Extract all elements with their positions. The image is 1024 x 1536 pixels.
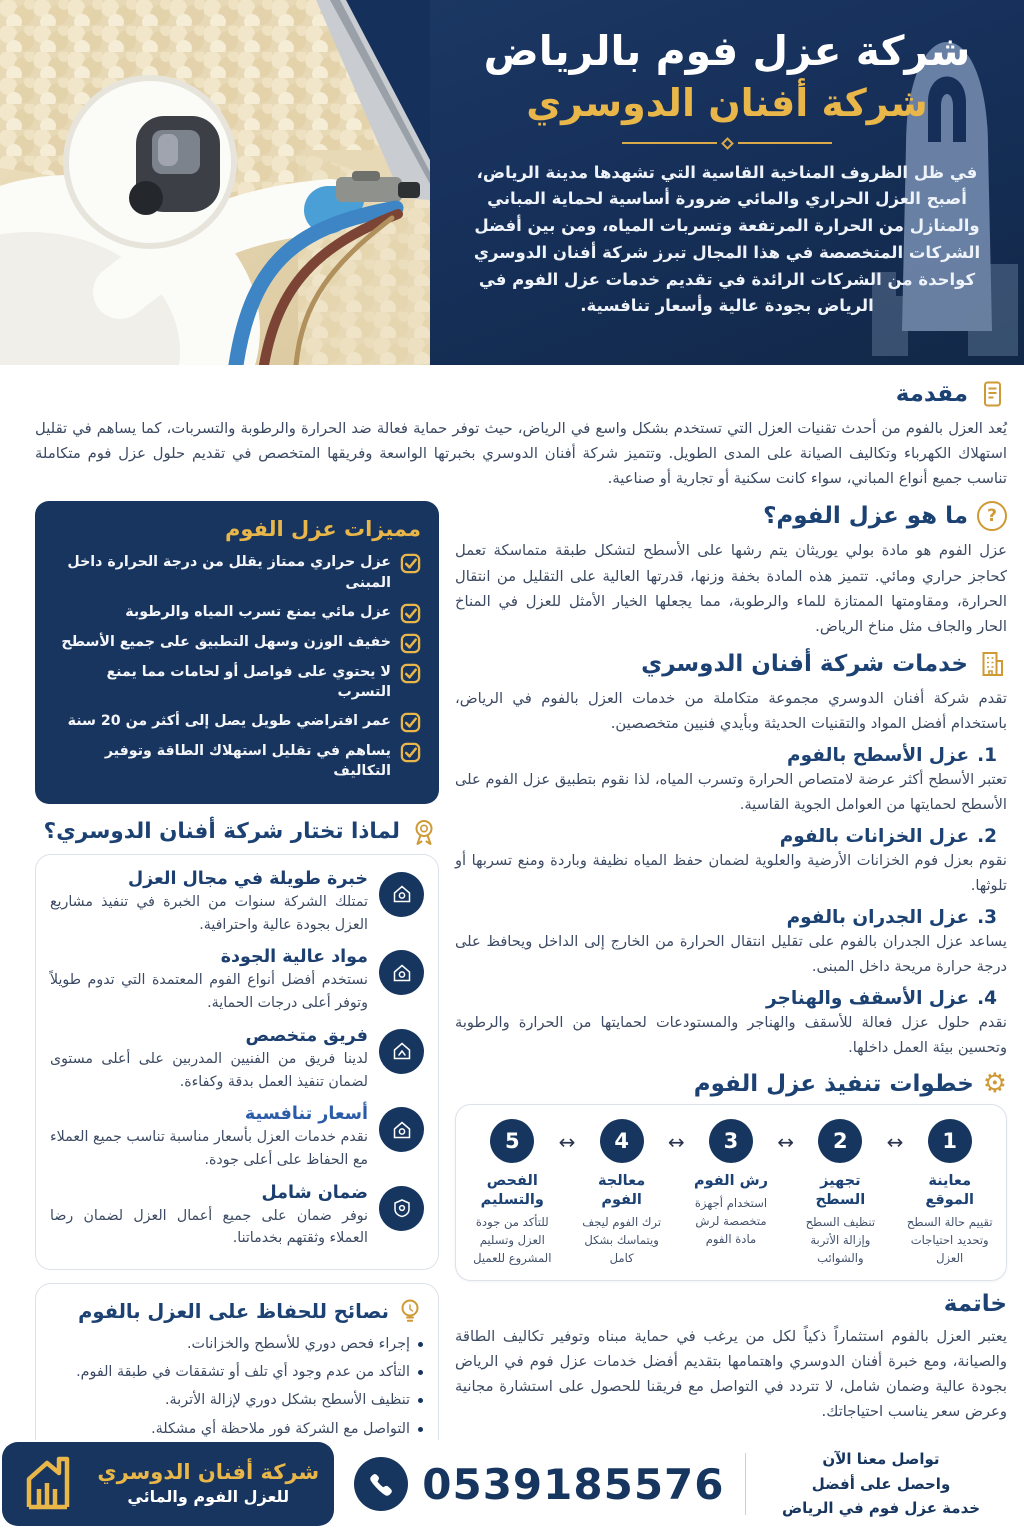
pricing-house-icon <box>379 1107 424 1152</box>
step-item: 1 معاينة الموقع تقييم حالة السطح وتحديد احتياجات العزل <box>903 1119 996 1268</box>
section-what-is-foam <box>455 501 1007 639</box>
services-title: خدمات شركة أفنان الدوسري <box>641 650 968 677</box>
bullet-dot <box>418 1398 423 1403</box>
phone-icon <box>354 1457 408 1511</box>
feature-item: عزل حراري ممتاز يقلل من درجة الحرارة داخل المبنى <box>53 552 421 593</box>
award-medal-icon <box>409 817 439 847</box>
feature-item: لا يحتوي على فواصل أو لحامات مما يمنع التسرب <box>53 662 421 703</box>
step-item: 4 معالجة الفوم ترك الفوم ليجف ويتماسك بشكل كامل <box>575 1119 668 1268</box>
hero-header <box>0 0 1024 365</box>
tip-item: التأكد من عدم وجود أي تلف أو تشققات في طبقة الفوم. <box>51 1361 423 1383</box>
lightbulb-icon <box>397 1297 423 1325</box>
service-desc: نقدم حلول عزل فعالة للأسقف والهناجر والمستودعات لحمايتها من الحرارة والرطوبة وتحسين بيئة العمل داخلها. <box>455 1014 1007 1056</box>
service-number: 1. <box>977 745 997 767</box>
check-icon <box>400 633 421 654</box>
check-icon <box>400 742 421 763</box>
check-icon <box>400 712 421 733</box>
page-title: شركة عزل فوم بالرياض <box>483 27 971 75</box>
document-list-icon <box>977 379 1007 409</box>
gold-divider <box>622 139 832 148</box>
step-number-badge: 5 <box>490 1119 534 1163</box>
experience-house-icon <box>379 872 424 917</box>
service-item <box>455 907 1007 979</box>
logo-company-name: شركة أفنان الدوسري <box>97 1460 320 1485</box>
step-item: 3 رش الفوم استخدام أجهزة متخصصة لرش مادة الفوم <box>685 1119 778 1249</box>
tip-item: إجراء فحص دوري للأسطح والخزانات. <box>51 1333 423 1355</box>
feature-item: يساهم في تقليل استهلاك الطاقة وتوفير التكاليف <box>53 741 421 782</box>
feature-item: عمر افتراضي طويل يصل إلى أكثر من 20 سنة <box>53 711 421 733</box>
hero-paragraph: في ظل الظروف المناخية القاسية التي تشهدها مدينة الرياض، أصبح العزل الحراري والمائي ضرورة أساسية لحماية المباني والمنازل من الحرارة المرتفعة وتسربات المياه، ومن بين أفضل الشركات المتخصصة في هذا المجال تبرز شركة أفنان الدوسري كواحدة من الشركات الرائدة في تقديم خدمات عزل الفوم في الرياض بجودة عالية وأسعار تنافسية. <box>473 162 981 316</box>
section-why-choose <box>35 817 439 1270</box>
gear-icon: ⚙ <box>982 1068 1007 1100</box>
service-number: 3. <box>977 907 997 929</box>
service-number: 4. <box>977 988 997 1010</box>
why-item: خبرة طويلة في مجال العزل تمتلك الشركة سنوات من الخبرة في تنفيذ مشاريع العزل بجودة عالية واحترافية. <box>50 869 424 936</box>
section-conclusion <box>455 1291 1007 1425</box>
materials-house-icon <box>379 950 424 995</box>
why-choose-card <box>35 854 439 1270</box>
steps-title: خطوات تنفيذ عزل الفوم <box>693 1070 974 1097</box>
step-item: 2 تجهيز السطح تنظيف السطح وإزالة الأتربة والشوائب <box>794 1119 887 1268</box>
why-choose-title: لماذا تختار شركة أفنان الدوسري؟ <box>43 819 400 845</box>
feature-item: عزل مائي يمنع تسرب المياه والرطوبة <box>53 602 421 624</box>
aside-column <box>35 501 439 1457</box>
tip-item: تنظيف الأسطح بشكل دوري لإزالة الأتربة. <box>51 1389 423 1411</box>
bullet-dot <box>418 1427 423 1432</box>
conclusion-title: خاتمة <box>943 1290 1007 1317</box>
phone-cta[interactable] <box>354 1457 724 1511</box>
section-steps <box>455 1070 1007 1281</box>
service-item <box>455 988 1007 1060</box>
step-number-badge: 1 <box>928 1119 972 1163</box>
step-item: 5 الفحص والتسليم للتأكد من جودة العزل وتسليم المشروع للعميل <box>466 1119 559 1268</box>
intro-paragraph: يُعد العزل بالفوم من أحدث تقنيات العزل التي تستخدم بشكل واسع في الرياض، حيث توفر حماية فعالة ضد الحرارة والرطوبة والتسربات، كما يساهم في تقليل استهلاك الكهرباء وتكاليف الصيانة على المدى الطويل. وتتميز شركة أفنان الدوسري بخبرتها الواسعة وفريقها المتخصص في تقديم حلول عزل فوم متكاملة تناسب جميع أنواع المباني، سواء كانت سكنية أو تجارية أو صناعية. <box>35 420 1007 488</box>
why-item: ضمان شامل نوفر ضمان على جميع أعمال العزل لضمان رضا العملاء وثقتهم بخدماتنا. <box>50 1183 424 1250</box>
company-logo-box <box>2 1442 334 1526</box>
feature-item: خفيف الوزن وسهل التطبيق على جميع الأسطح <box>53 632 421 654</box>
warranty-shield-icon <box>379 1186 424 1231</box>
service-item <box>455 745 1007 817</box>
service-number: 2. <box>977 826 997 848</box>
conclusion-paragraph: يعتبر العزل بالفوم استثماراً ذكياً لكل من يرغب في حماية مبناه وتوفير تكاليف الطاقة والصيانة، ومع خبرة أفنان الدوسري واهتمامها بتقديم أفضل خدمات عزل فوم في الرياض بجودة عالية وضمان شامل، لا تتردد في التواصل مع فريقنا للحصول على استشارة مجانية وعرض سعر يناسب احتياجاتك. <box>455 1327 1007 1421</box>
service-desc: تعتبر الأسطح أكثر عرضة لامتصاص الحرارة وتسرب المياه، لذا نقوم بتطبيق عزل الفوم على الأسطح لحمايتها من العوامل الجوية القاسية. <box>455 771 1007 813</box>
what-is-title: ما هو عزل الفوم؟ <box>763 503 968 530</box>
step-number-badge: 4 <box>600 1119 644 1163</box>
hero-content <box>430 0 1024 320</box>
service-title: عزل الأسقف والهناجر <box>766 988 970 1010</box>
bullet-dot <box>418 1342 423 1347</box>
check-icon <box>400 663 421 684</box>
team-house-icon <box>379 1029 424 1074</box>
service-title: عزل الأسطح بالفوم <box>787 745 970 767</box>
why-item: مواد عالية الجودة نستخدم أفضل أنواع الفوم المعتمدة التي تدوم طويلاً وتوفر أعلى درجات الحماية. <box>50 947 424 1014</box>
contact-cta-text: تواصل معنا الآن واحصل على أفضل خدمة عزل فوم في الرياض <box>781 1449 981 1518</box>
services-paragraph: تقدم شركة أفنان الدوسري مجموعة متكاملة من خدمات العزل بالفوم في الرياض، باستخدام أفضل المواد والتقنيات الحديثة وبأيدي فنيين متخصصين. <box>455 689 1007 733</box>
features-box <box>35 501 439 804</box>
footer <box>0 1440 1024 1536</box>
service-desc: يساعد عزل الجدران بالفوم على تقليل انتقال الحرارة من الخارج إلى الداخل ويحافظ على درجة حرارة مريحة داخل المبنى. <box>455 933 1007 975</box>
check-icon <box>400 553 421 574</box>
double-arrow-icon: ↔ <box>667 1130 685 1155</box>
question-mark-icon: ? <box>977 501 1007 531</box>
service-item <box>455 826 1007 898</box>
double-arrow-icon: ↔ <box>777 1130 795 1155</box>
section-services <box>455 649 1007 1060</box>
what-is-paragraph: عزل الفوم هو مادة بولي يوريثان يتم رشها على الأسطح لتشكل طبقة متماسكة تعمل كحاجز حراري ومائي. تتميز هذه المادة بخفة وزنها، قدرتها العالية على التقليل من انتقال الحرارة، ومقاومتها الممتازة للماء والرطوبة، مما يجعلها الخيار الأمثل للعزل في المناخ الحار والجاف مثل مناخ الرياض. <box>455 542 1007 635</box>
check-icon <box>400 603 421 624</box>
double-arrow-icon: ↔ <box>558 1130 576 1155</box>
tips-card <box>35 1283 439 1458</box>
step-number-badge: 2 <box>818 1119 862 1163</box>
service-title: عزل الخزانات بالفوم <box>779 826 970 848</box>
double-arrow-icon: ↔ <box>886 1130 904 1155</box>
steps-card <box>455 1104 1007 1281</box>
features-title: مميزات عزل الفوم <box>224 517 421 542</box>
building-icon <box>977 649 1007 679</box>
service-desc: نقوم بعزل فوم الخزانات الأرضية والعلوية لضمان حفظ المياه نظيفة وباردة ومنع تسربها أو تلوثها. <box>455 852 1007 894</box>
vertical-divider <box>745 1453 747 1515</box>
service-title: عزل الجدران بالفوم <box>786 907 970 929</box>
phone-number[interactable]: 0539185576 <box>422 1459 725 1509</box>
main-content <box>0 365 1024 1458</box>
bullet-dot <box>418 1370 423 1375</box>
logo-tagline: للعزل الفوم والمائي <box>127 1487 290 1507</box>
section-intro <box>35 379 1007 491</box>
company-name-title: شركة أفنان الدوسري <box>526 81 928 126</box>
tips-title: نصائح للحفاظ على العزل بالفوم <box>78 1299 389 1323</box>
worker-spraying-foam-photo <box>0 0 430 365</box>
tip-item: التواصل مع الشركة فور ملاحظة أي مشكلة. <box>51 1418 423 1440</box>
main-column <box>455 501 1007 1434</box>
why-item: فريق متخصص لدينا فريق من الفنيين المدربين على أعلى مستوى لضمان تنفيذ العمل بدقة وكفاءة. <box>50 1026 424 1093</box>
step-number-badge: 3 <box>709 1119 753 1163</box>
why-item: أسعار تنافسية نقدم خدمات العزل بأسعار مناسبة تناسب جميع العملاء مع الحفاظ على أعلى جودة. <box>50 1104 424 1171</box>
company-logo-icon <box>17 1449 83 1519</box>
intro-title: مقدمة <box>895 381 968 407</box>
